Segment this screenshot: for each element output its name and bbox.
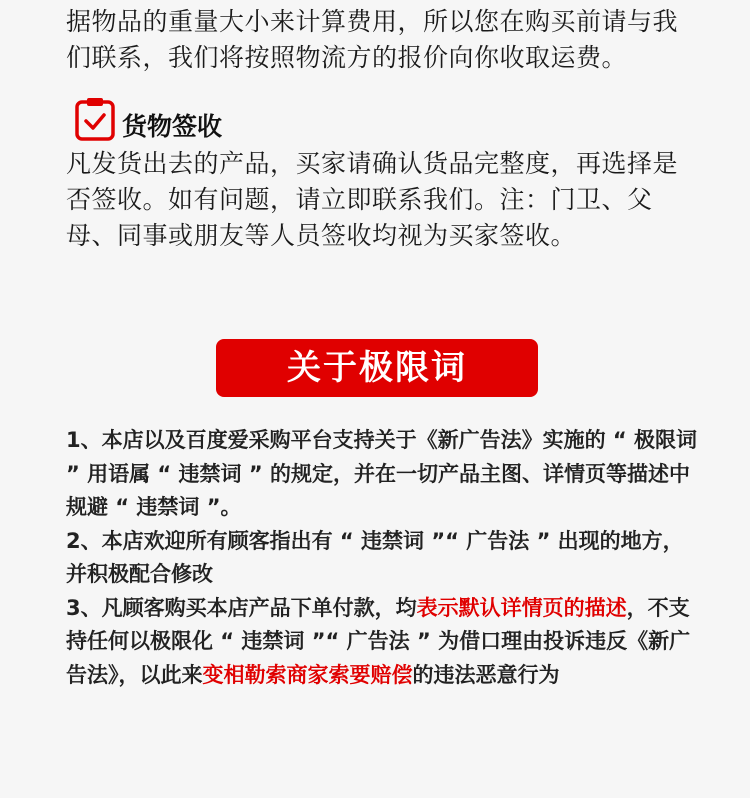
- receipt-section: [66, 146, 696, 254]
- clipboard-check-icon: [74, 96, 116, 142]
- shipping-section: [66, 4, 696, 76]
- rule-3-text-c: 的违法恶意行为: [412, 662, 560, 687]
- rule-3-highlight-b: 变相勒索商家索要赔偿: [202, 662, 413, 687]
- rules-section: [66, 424, 698, 692]
- rule-3-text-a: 3、凡顾客购买本店产品下单付款，均: [66, 595, 417, 620]
- rule-1: 1、本店以及百度爱采购平台支持关于《新广告法》实施的 “ 极限词 ” 用语属 “ 违禁词 ” 的规定，并在一切产品主图、详情页等描述中规避 “ 违禁词 ”。: [66, 428, 698, 519]
- rule-3-highlight-a: 表示默认详情页的描述: [416, 595, 627, 620]
- receipt-title: 货物签收: [122, 112, 223, 141]
- receipt-text: 凡发货出去的产品，买家请确认货品完整度，再选择是否签收。如有问题，请立即联系我们。注：门卫、父母、同事或朋友等人员签收均视为买家签收。: [66, 149, 679, 250]
- receipt-heading: [74, 94, 222, 142]
- banner-title: 关于极限词: [287, 348, 467, 388]
- rule-3-text-b: ，不支持任何以极限化 “ 违禁词 ”“ 广告法 ” 为借口理由投诉违反《新广告法》，以此来: [66, 595, 691, 687]
- rule-3: [66, 592, 698, 693]
- shipping-text: 据物品的重量大小来计算费用，所以您在购买前请与我们联系，我们将按照物流方的报价向你收取运费。: [66, 7, 679, 72]
- rule-2: 2、本店欢迎所有顾客指出有 “ 违禁词 ”“ 广告法 ” 出现的地方，并积极配合修改: [66, 528, 684, 586]
- extreme-words-banner: [216, 339, 538, 397]
